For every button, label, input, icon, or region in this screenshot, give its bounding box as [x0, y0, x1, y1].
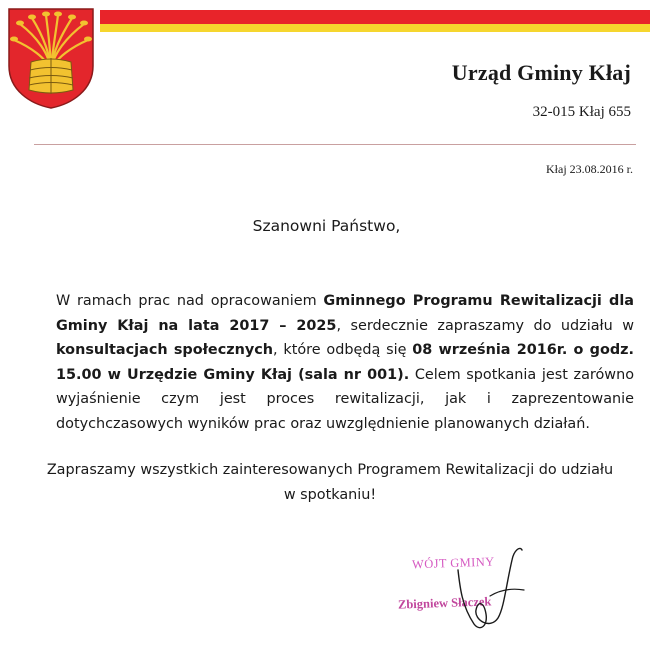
header-stripe-yellow	[100, 24, 650, 32]
stamp-title: WÓJT GMINY	[411, 554, 495, 572]
office-name: Urząd Gminy Kłaj	[451, 60, 631, 85]
invitation-paragraph: Zapraszamy wszystkich zainteresowanych Programem Rewitalizacji do udziału w spotkaniu!	[46, 462, 614, 503]
handwritten-signature	[397, 540, 540, 640]
coat-of-arms-icon	[6, 6, 96, 110]
letter-date: Kłaj 23.08.2016 r.	[546, 162, 633, 176]
body-paragraph	[56, 289, 634, 437]
office-address: 32-015 Kłaj 655	[532, 104, 631, 120]
program-name-bold: Gminnego Programu Rewitalizacji dla Gminy Kłaj na lata 2017 – 2025	[56, 293, 634, 334]
header-stripe-red	[100, 10, 650, 24]
body-text-4: Celem spotkania jest zarówno wyjaśnienie czym jest proces rewitalizacji, jak i zaprezentowanie dotychczasowych wyników prac oraz uwzględnienie planowanych działań.	[56, 366, 634, 432]
stamp-name: Zbigniew Słaczek	[397, 594, 492, 612]
body-text-1: W ramach prac nad opracowaniem	[56, 293, 324, 309]
salutation: Szanowni Państwo,	[252, 217, 401, 235]
meeting-datetime-bold: 08 września 2016r. o godz. 15.00 w Urzędzie Gminy Kłaj (sala nr 001).	[56, 342, 634, 383]
header-divider	[34, 144, 636, 145]
body-text-3: , które odbędą się	[273, 342, 413, 359]
body-text-2: , serdecznie zapraszamy do udziału w	[336, 317, 634, 334]
consultation-bold: konsultacjach społecznych	[56, 342, 273, 359]
